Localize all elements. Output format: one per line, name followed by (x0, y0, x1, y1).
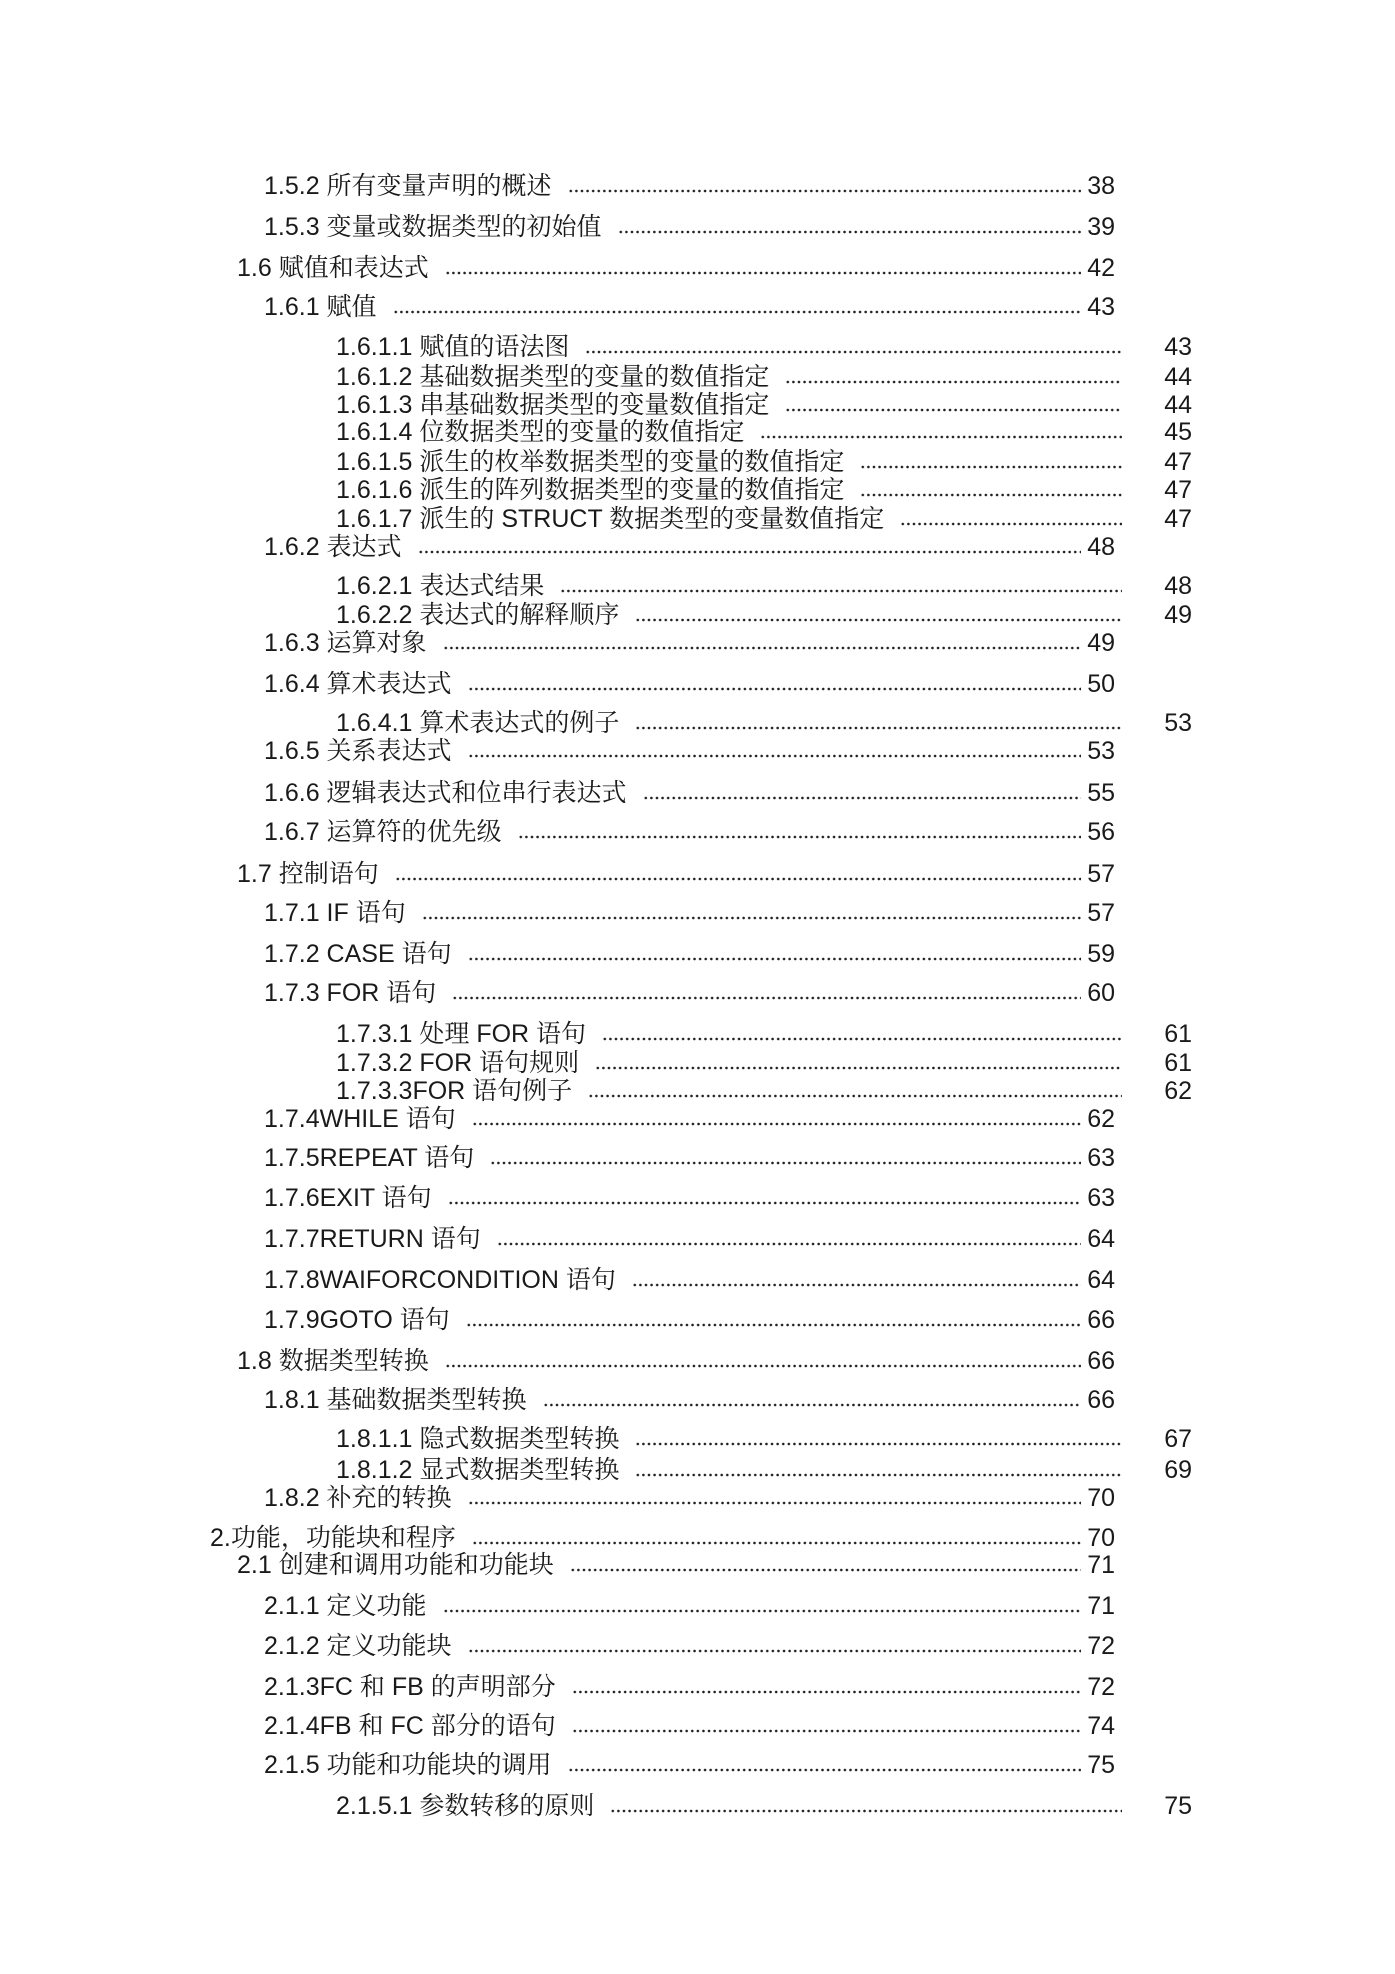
toc-entry-title: 1.6.5 关系表达式 (264, 737, 452, 765)
toc-entry-page: 39 (1087, 213, 1115, 241)
toc-entry-page: 59 (1087, 940, 1115, 968)
dot-leader (785, 379, 1122, 385)
dot-leader (472, 1121, 1081, 1127)
toc-entry-title: 1.6.1.7 派生的 STRUCT 数据类型的变量数值指定 (336, 505, 885, 533)
toc-entry (264, 532, 1115, 562)
toc-entry-page: 61 (1164, 1049, 1192, 1077)
toc-entry-page: 56 (1087, 818, 1115, 846)
dot-leader (618, 229, 1082, 235)
toc-entry-page: 44 (1164, 363, 1192, 391)
toc-entry (264, 1672, 1115, 1702)
toc-entry (336, 1424, 1192, 1454)
toc-entry-page: 43 (1164, 333, 1192, 361)
toc-entry-page: 62 (1087, 1105, 1115, 1133)
dot-leader (568, 1767, 1082, 1773)
toc-entry-title: 1.7.3.1 处理 FOR 语句 (336, 1020, 587, 1048)
dot-leader (632, 1282, 1081, 1288)
toc-entry-page: 72 (1087, 1632, 1115, 1660)
dot-leader (468, 686, 1082, 692)
dot-leader (497, 1241, 1081, 1247)
dot-leader (635, 1472, 1122, 1478)
toc-entry-page: 49 (1087, 629, 1115, 657)
toc-entry (237, 253, 1115, 283)
toc-entry-title: 2.1.3FC 和 FB 的声明部分 (264, 1673, 556, 1701)
dot-leader (518, 834, 1082, 840)
toc-entry-page: 70 (1087, 1484, 1115, 1512)
toc-entry-title: 1.7.6EXIT 语句 (264, 1184, 432, 1212)
dot-leader (860, 464, 1122, 470)
toc-entry (264, 1750, 1115, 1780)
toc-entry-page: 47 (1164, 505, 1192, 533)
toc-entry-page: 63 (1087, 1144, 1115, 1172)
toc-entry-title: 1.6.1.6 派生的阵列数据类型的变量的数值指定 (336, 476, 845, 504)
dot-leader (572, 1728, 1081, 1734)
toc-entry-page: 61 (1164, 1020, 1192, 1048)
toc-entry (336, 475, 1192, 505)
dot-leader (466, 1322, 1081, 1328)
dot-leader (900, 521, 1122, 527)
toc-entry-title: 1.5.2 所有变量声明的概述 (264, 172, 552, 200)
toc-entry-page: 75 (1164, 1792, 1192, 1820)
toc-entry-title: 1.7.1 IF 语句 (264, 899, 406, 927)
dot-leader (472, 1540, 1081, 1546)
toc-entry-title: 1.6.1 赋值 (264, 293, 377, 321)
toc-entry (264, 1104, 1115, 1134)
dot-leader (760, 434, 1122, 440)
dot-leader (445, 270, 1081, 276)
toc-entry (336, 417, 1192, 447)
toc-entry (336, 504, 1192, 534)
toc-entry (264, 1265, 1115, 1295)
dot-leader (588, 1093, 1122, 1099)
toc-entry (336, 1455, 1192, 1485)
toc-entry (264, 778, 1115, 808)
toc-entry-title: 1.6 赋值和表达式 (237, 254, 429, 282)
dot-leader (468, 1500, 1082, 1506)
toc-entry-page: 42 (1087, 254, 1115, 282)
toc-entry-page: 49 (1164, 601, 1192, 629)
toc-entry-page: 64 (1087, 1266, 1115, 1294)
toc-entry (264, 817, 1115, 847)
toc-entry-title: 1.7.9GOTO 语句 (264, 1306, 450, 1334)
toc-entry-title: 1.8.1.2 显式数据类型转换 (336, 1456, 620, 1484)
toc-entry-title: 2.1.1 定义功能 (264, 1592, 427, 1620)
dot-leader (393, 309, 1082, 315)
toc-entry-title: 1.6.6 逻辑表达式和位串行表达式 (264, 779, 627, 807)
dot-leader (560, 588, 1122, 594)
toc-entry-page: 57 (1087, 860, 1115, 888)
dot-leader (570, 1567, 1081, 1573)
toc-entry-title: 1.7.3.2 FOR 语句规则 (336, 1049, 580, 1077)
toc-entry (264, 1305, 1115, 1335)
toc-entry-page: 44 (1164, 391, 1192, 419)
dot-leader (543, 1402, 1082, 1408)
toc-entry-title: 2.1.2 定义功能块 (264, 1632, 452, 1660)
toc-entry-title: 1.6.2.1 表达式结果 (336, 572, 545, 600)
toc-entry-page: 64 (1087, 1225, 1115, 1253)
toc-entry (237, 1346, 1115, 1376)
toc-entry-page: 47 (1164, 448, 1192, 476)
toc-entry (336, 1791, 1192, 1821)
toc-entry-page: 66 (1087, 1347, 1115, 1375)
toc-entry-title: 1.6.1.5 派生的枚举数据类型的变量的数值指定 (336, 448, 845, 476)
dot-leader (395, 876, 1081, 882)
toc-entry-page: 75 (1087, 1751, 1115, 1779)
toc-entry-page: 57 (1087, 899, 1115, 927)
toc-entry-title: 1.7.2 CASE 语句 (264, 940, 452, 968)
toc-entry-title: 1.6.1.1 赋值的语法图 (336, 333, 570, 361)
dot-leader (572, 1689, 1081, 1695)
toc-entry (264, 171, 1115, 201)
dot-leader (860, 492, 1122, 498)
toc-entry-page: 53 (1164, 709, 1192, 737)
toc-entry-title: 1.6.7 运算符的优先级 (264, 818, 502, 846)
toc-entry (336, 1019, 1192, 1049)
toc-entry (264, 1483, 1115, 1513)
toc-entry-title: 1.6.1.4 位数据类型的变量的数值指定 (336, 418, 745, 446)
toc-entry (264, 1143, 1115, 1173)
toc-entry (210, 1523, 1115, 1553)
dot-leader (643, 795, 1082, 801)
dot-leader (635, 617, 1122, 623)
toc-entry-page: 53 (1087, 737, 1115, 765)
toc-entry (264, 1183, 1115, 1213)
dot-leader (585, 349, 1122, 355)
toc-entry (264, 939, 1115, 969)
toc-entry-title: 1.7.7RETURN 语句 (264, 1225, 481, 1253)
toc-entry-title: 1.8.1 基础数据类型转换 (264, 1386, 527, 1414)
dot-leader (635, 725, 1122, 731)
dot-leader (785, 407, 1122, 413)
toc-entry-page: 48 (1164, 572, 1192, 600)
toc-entry-page: 70 (1087, 1524, 1115, 1552)
dot-leader (468, 956, 1082, 962)
toc-entry (336, 571, 1192, 601)
toc-entry (264, 628, 1115, 658)
toc-entry (264, 669, 1115, 699)
toc-entry-title: 1.6.3 运算对象 (264, 629, 427, 657)
toc-entry-page: 50 (1087, 670, 1115, 698)
toc-entry (264, 1385, 1115, 1415)
toc-entry-page: 66 (1087, 1386, 1115, 1414)
toc-entry (336, 332, 1192, 362)
toc-entry-title: 1.7 控制语句 (237, 860, 379, 888)
toc-entry-page: 38 (1087, 172, 1115, 200)
toc-entry-title: 1.5.3 变量或数据类型的初始值 (264, 213, 602, 241)
toc-entry (264, 212, 1115, 242)
toc-entry-title: 1.6.1.2 基础数据类型的变量的数值指定 (336, 363, 770, 391)
toc-entry-title: 1.6.4 算术表达式 (264, 670, 452, 698)
toc-entry (336, 447, 1192, 477)
toc-entry-title: 2.功能，功能块和程序 (210, 1524, 456, 1552)
toc-entry (336, 708, 1192, 738)
dot-leader (443, 1608, 1082, 1614)
toc-entry (336, 1076, 1192, 1106)
toc-entry-page: 55 (1087, 779, 1115, 807)
toc-entry-title: 1.7.3 FOR 语句 (264, 979, 437, 1007)
toc-entry-title: 1.6.2.2 表达式的解释顺序 (336, 601, 620, 629)
toc-entry-page: 69 (1164, 1456, 1192, 1484)
toc-entry-page: 47 (1164, 476, 1192, 504)
dot-leader (635, 1441, 1122, 1447)
toc-entry (264, 1224, 1115, 1254)
toc-entry-title: 1.8 数据类型转换 (237, 1347, 429, 1375)
dot-leader (418, 549, 1082, 555)
dot-leader (595, 1065, 1122, 1071)
toc-entry (264, 1711, 1115, 1741)
toc-entry-page: 63 (1087, 1184, 1115, 1212)
toc-entry-page: 43 (1087, 293, 1115, 321)
dot-leader (468, 753, 1082, 759)
toc-entry-page: 67 (1164, 1425, 1192, 1453)
dot-leader (422, 915, 1081, 921)
toc-entry-title: 2.1.4FB 和 FC 部分的语句 (264, 1712, 556, 1740)
toc-entry (264, 898, 1115, 928)
toc-entry-page: 45 (1164, 418, 1192, 446)
toc-entry (264, 1631, 1115, 1661)
toc-entry-title: 1.6.1.3 串基础数据类型的变量数值指定 (336, 391, 770, 419)
toc-entry-page: 62 (1164, 1077, 1192, 1105)
toc-entry-page: 60 (1087, 979, 1115, 1007)
toc-entry-title: 1.6.4.1 算术表达式的例子 (336, 709, 620, 737)
toc-entry-title: 1.7.3.3FOR 语句例子 (336, 1077, 573, 1105)
toc-entry (264, 736, 1115, 766)
dot-leader (468, 1648, 1082, 1654)
dot-leader (448, 1200, 1082, 1206)
toc-entry (264, 1591, 1115, 1621)
dot-leader (443, 645, 1082, 651)
dot-leader (602, 1036, 1122, 1042)
toc-entry-page: 71 (1087, 1551, 1115, 1579)
toc-entry-page: 66 (1087, 1306, 1115, 1334)
toc-entry-title: 1.8.2 补充的转换 (264, 1484, 452, 1512)
toc-entry-title: 2.1.5 功能和功能块的调用 (264, 1751, 552, 1779)
toc-entry-page: 74 (1087, 1712, 1115, 1740)
toc-entry-page: 71 (1087, 1592, 1115, 1620)
toc-entry (336, 362, 1192, 392)
dot-leader (568, 188, 1082, 194)
toc-entry-title: 1.7.8WAIFORCONDITION 语句 (264, 1266, 616, 1294)
toc-entry-title: 2.1 创建和调用功能和功能块 (237, 1551, 554, 1579)
dot-leader (490, 1160, 1081, 1166)
toc-entry (336, 600, 1192, 630)
toc-entry-page: 72 (1087, 1673, 1115, 1701)
dot-leader (452, 995, 1081, 1001)
toc-entry-title: 1.7.4WHILE 语句 (264, 1105, 456, 1133)
toc-entry (237, 859, 1115, 889)
toc-entry-title: 2.1.5.1 参数转移的原则 (336, 1792, 595, 1820)
toc-entry (237, 1550, 1115, 1580)
toc-entry-page: 48 (1087, 533, 1115, 561)
toc-entry (264, 978, 1115, 1008)
toc-entry-title: 1.8.1.1 隐式数据类型转换 (336, 1425, 620, 1453)
toc-entry (336, 390, 1192, 420)
toc-entry-title: 1.6.2 表达式 (264, 533, 402, 561)
toc-entry-title: 1.7.5REPEAT 语句 (264, 1144, 475, 1172)
toc-entry (264, 292, 1115, 322)
dot-leader (445, 1363, 1081, 1369)
dot-leader (610, 1808, 1122, 1814)
toc-entry (336, 1048, 1192, 1078)
